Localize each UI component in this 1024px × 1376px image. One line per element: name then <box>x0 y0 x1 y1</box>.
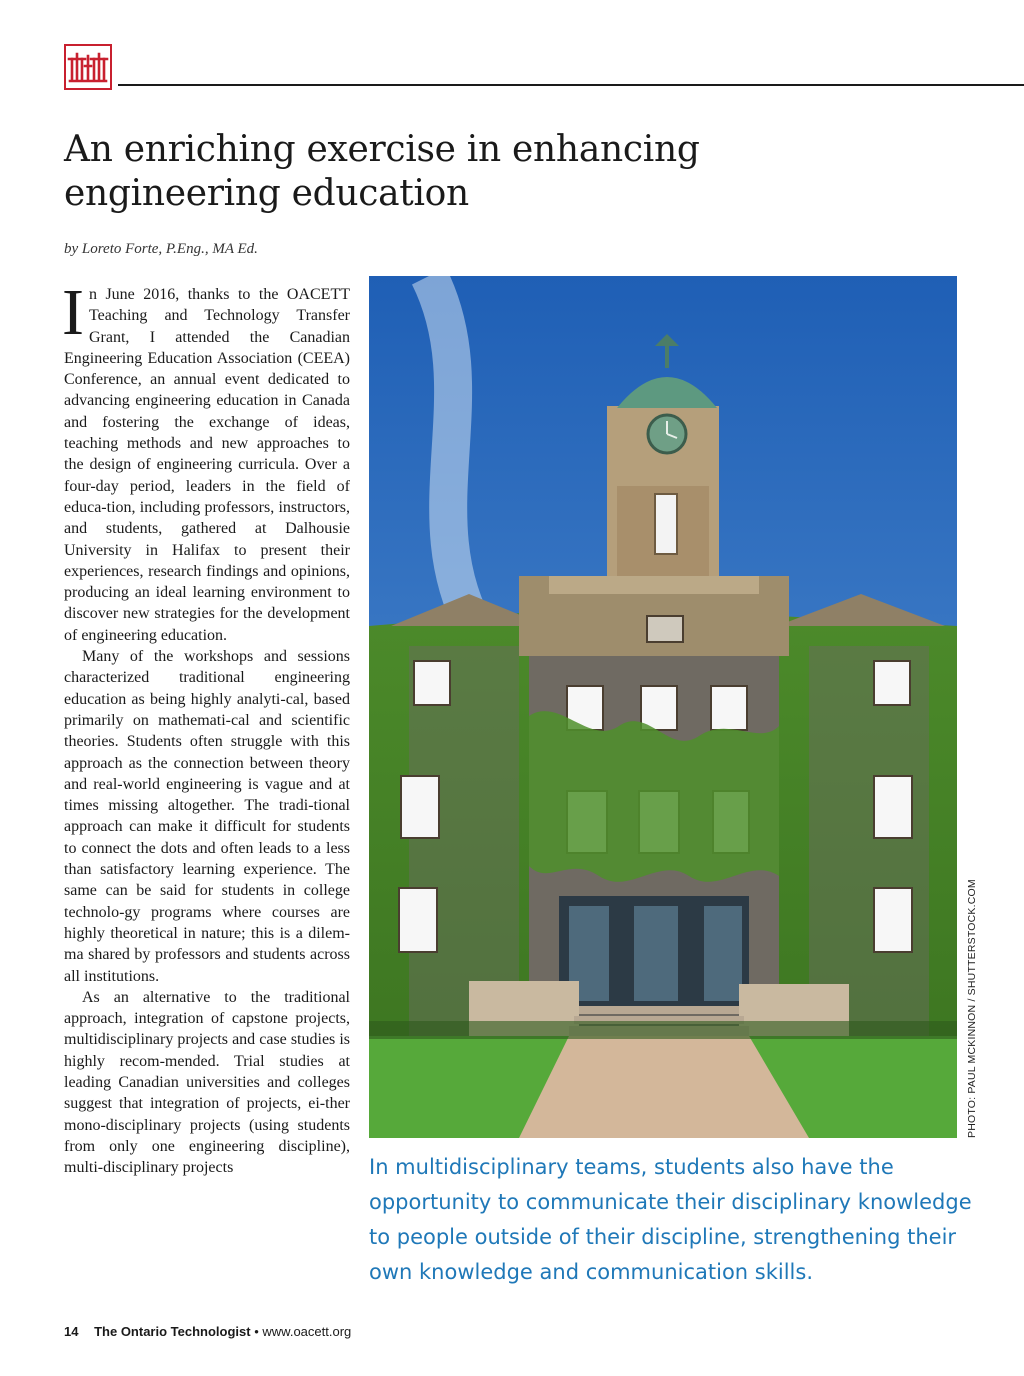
footer-separator: • <box>254 1324 259 1339</box>
page-footer <box>64 1324 351 1339</box>
article-title: An enriching exercise in enhancing engineering education <box>64 129 700 214</box>
article-byline: by Loreto Forte, P.Eng., MA Ed. <box>64 241 258 257</box>
body-paragraph-3: As an alternative to the traditional approach, integration of capstone projects, multidisciplinary projects and case studies is highly recom-mended. Trial studies at leading Canadian universities and colleges suggest that integration of projects, ei-ther mono-disciplinary projects (using students from only one engineering discipline), multi-disciplinary projects <box>64 988 350 1177</box>
drop-cap: I <box>62 276 84 349</box>
footer-website: www.oacett.org <box>262 1324 352 1339</box>
body-paragraph-1 <box>62 276 350 646</box>
article-body <box>62 276 350 1178</box>
header-rule <box>118 84 1024 86</box>
ttt-logo-icon <box>64 44 112 90</box>
page-number: 14 <box>64 1324 79 1339</box>
magazine-name: The Ontario Technologist <box>94 1324 251 1339</box>
photo-credit: PHOTO: PAUL MCKINNON / SHUTTERSTOCK.COM <box>966 879 978 1138</box>
body-paragraph-2: Many of the workshops and sessions characterized traditional engineering education as being highly analyti-cal, based primarily on mathemati-cal and scientific theories. Students often struggle with this approach as the connection between theory and real-world engineering is vague and at times missing altogether. The tradi-tional approach can make it difficult for students to connect the dots and often leads to a less than satisfactory learning experience. The same can be said for students in college technolo-gy programs where courses are highly theoretical in nature; this is a dilem-ma shared by professors and students across all institutions. <box>64 648 350 985</box>
dalhousie-building-photo <box>369 276 957 1138</box>
body-paragraph-1-text: n June 2016, thanks to the OACETT Teaching and Technology Transfer Grant, I attended the Canadian Engineering Education Association (CEEA) Conference, an annual event dedicated to advancing engineering education in Canada and fostering the exchange of ideas, teaching methods and new approaches to the design of engineering curricula. Over a four-day period, leaders in the field of educa-tion, including professors, instructors, and students, gathered at Dalhousie University in Halifax to present their experiences, research findings and opinions, producing an ideal learning environment to discover new strategies for the development of engineering education. <box>64 286 350 644</box>
pull-quote: In multidisciplinary teams, students also have the opportunity to communicate their disciplinary knowledge to people outside of their discipline, strengthening their own knowledge and communication skills. <box>369 1155 972 1284</box>
